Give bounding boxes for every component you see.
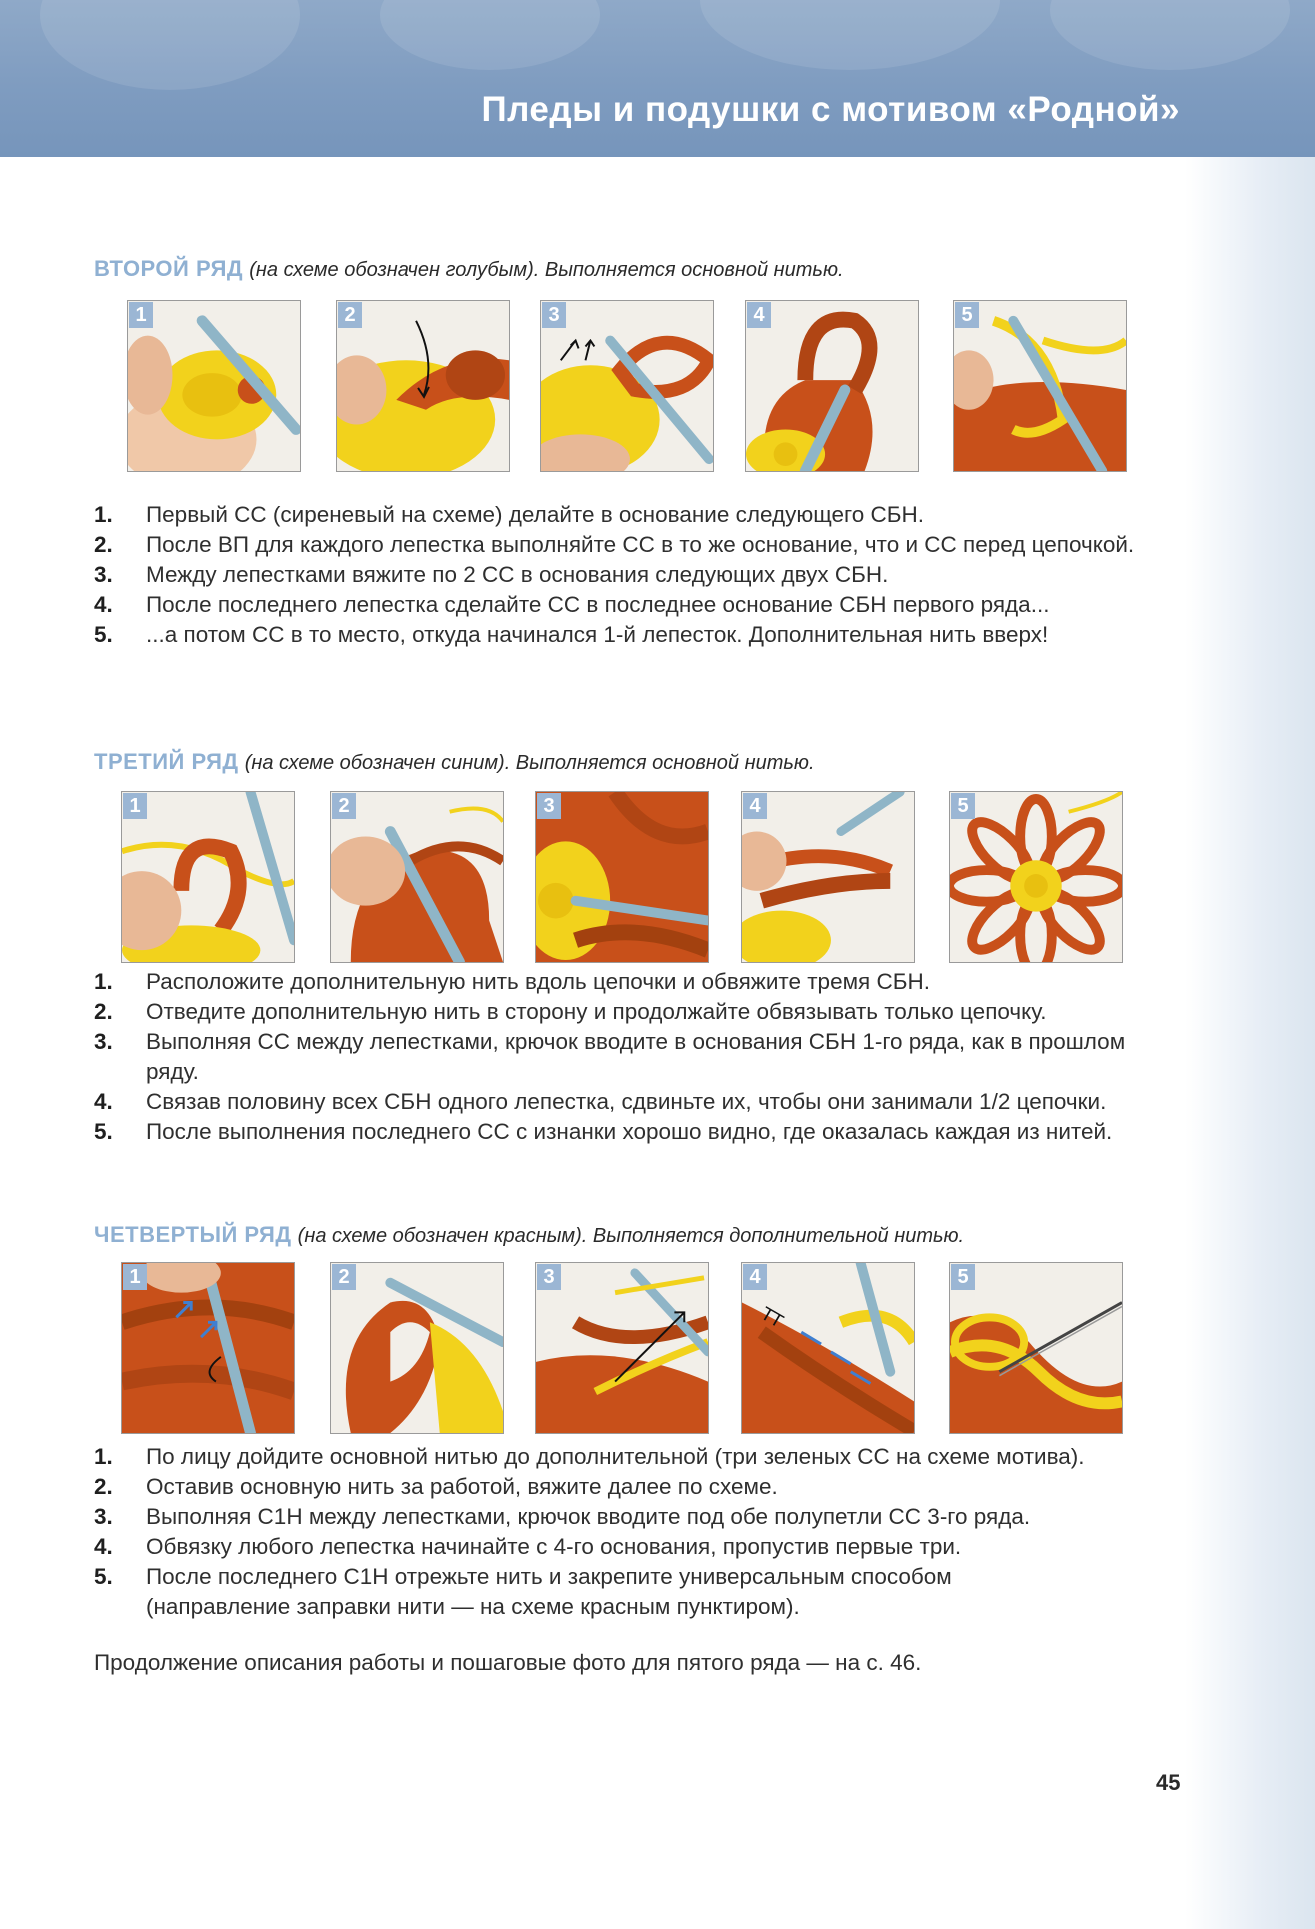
step-number: 2. bbox=[94, 1474, 113, 1499]
step-item bbox=[94, 620, 1194, 650]
step-number-badge: 2 bbox=[332, 1264, 356, 1290]
step-photo bbox=[330, 791, 504, 963]
step-number-badge: 4 bbox=[747, 302, 771, 328]
step-number: 4. bbox=[94, 592, 113, 617]
step-item bbox=[94, 1117, 1214, 1147]
step-number: 2. bbox=[94, 999, 113, 1024]
step-text: ...а потом СС в то место, откуда начинался 1-й лепесток. Дополнительная нить вверх! bbox=[146, 622, 1049, 647]
section-description: (на схеме обозначен голубым). Выполняется основной нитью. bbox=[249, 259, 844, 281]
step-text: После выполнения последнего СС с изнанки хорошо видно, где оказалась каждая из нитей. bbox=[146, 1119, 1113, 1144]
step-photo bbox=[330, 1262, 504, 1434]
section-description: (на схеме обозначен красным). Выполняется дополнительной нитью. bbox=[297, 1225, 965, 1247]
header-decoration bbox=[380, 0, 600, 70]
step-item bbox=[94, 1087, 1214, 1117]
step-number-badge: 3 bbox=[537, 1264, 561, 1290]
header-decoration bbox=[1050, 0, 1290, 70]
step-text: После ВП для каждого лепестка выполняйте СС в то же основание, что и СС перед цепочкой. bbox=[146, 532, 1135, 557]
step-number: 5. bbox=[94, 1119, 113, 1144]
step-photo bbox=[949, 1262, 1123, 1434]
step-number: 4. bbox=[94, 1089, 113, 1114]
step-number-badge: 3 bbox=[542, 302, 566, 328]
step-number: 3. bbox=[94, 1504, 113, 1529]
page-title: Пледы и подушки с мотивом «Родной» bbox=[481, 90, 1180, 129]
page-side-gradient bbox=[1185, 0, 1315, 1929]
step-item bbox=[94, 1472, 1194, 1502]
step-number: 3. bbox=[94, 562, 113, 587]
section-name: ЧЕТВЕРТЫЙ РЯД bbox=[94, 1222, 292, 1247]
step-number: 5. bbox=[94, 622, 113, 647]
page-number: 45 bbox=[1156, 1770, 1181, 1795]
step-text: Выполняя СС между лепестками, крючок вводите в основания СБН 1-го ряда, как в прошлом ряду. bbox=[146, 1029, 1126, 1084]
step-number: 1. bbox=[94, 969, 113, 994]
step-number-badge: 5 bbox=[951, 1264, 975, 1290]
step-text: Связав половину всех СБН одного лепестка, сдвиньте их, чтобы они занимали 1/2 цепочки. bbox=[146, 1089, 1107, 1114]
step-photo bbox=[535, 791, 709, 963]
step-photo bbox=[127, 300, 301, 472]
steps-list-row-4 bbox=[94, 1442, 1194, 1622]
step-photo bbox=[953, 300, 1127, 472]
steps-list-row-3 bbox=[94, 967, 1214, 1147]
step-number-badge: 2 bbox=[332, 793, 356, 819]
continuation-note: Продолжение описания работы и пошаговые фото для пятого ряда — на с. 46. bbox=[94, 1650, 922, 1675]
step-text: После последнего С1Н отрежьте нить и закрепите универсальным способом (направление заправки нити — на схеме красным пунктиром). bbox=[146, 1564, 952, 1619]
step-text: После последнего лепестка сделайте СС в последнее основание СБН первого ряда... bbox=[146, 592, 1050, 617]
step-item bbox=[94, 530, 1146, 560]
steps-list-row-2 bbox=[94, 500, 1194, 650]
step-item bbox=[94, 997, 1214, 1027]
page-header bbox=[0, 0, 1315, 157]
step-item bbox=[94, 1027, 1126, 1087]
step-photo bbox=[336, 300, 510, 472]
step-photo bbox=[535, 1262, 709, 1434]
step-photo bbox=[741, 791, 915, 963]
step-photo bbox=[121, 1262, 295, 1434]
step-number-badge: 4 bbox=[743, 793, 767, 819]
step-item bbox=[94, 967, 1214, 997]
step-item bbox=[94, 1532, 1194, 1562]
step-item bbox=[94, 1562, 1086, 1622]
step-text: Первый СС (сиреневый на схеме) делайте в основание следующего СБН. bbox=[146, 502, 925, 527]
step-number: 1. bbox=[94, 1444, 113, 1469]
step-text: Отведите дополнительную нить в сторону и продолжайте обвязывать только цепочку. bbox=[146, 999, 1047, 1024]
section-description: (на схеме обозначен синим). Выполняется основной нитью. bbox=[244, 752, 815, 774]
step-photo bbox=[540, 300, 714, 472]
step-number: 5. bbox=[94, 1564, 113, 1589]
step-number-badge: 5 bbox=[955, 302, 979, 328]
step-item bbox=[94, 590, 1194, 620]
step-number: 3. bbox=[94, 1029, 113, 1054]
step-text: Обвязку любого лепестка начинайте с 4-го основания, пропустив первые три. bbox=[146, 1534, 962, 1559]
step-number-badge: 3 bbox=[537, 793, 561, 819]
step-text: Расположите дополнительную нить вдоль цепочки и обвяжите тремя СБН. bbox=[146, 969, 930, 994]
step-number-badge: 1 bbox=[129, 302, 153, 328]
step-number-badge: 4 bbox=[743, 1264, 767, 1290]
step-text: По лицу дойдите основной нитью до дополнительной (три зеленых СС на схеме мотива). bbox=[146, 1444, 1085, 1469]
section-title-row-3 bbox=[94, 749, 815, 775]
section-title-row-4 bbox=[94, 1222, 964, 1248]
step-text: Между лепестками вяжите по 2 СС в основания следующих двух СБН. bbox=[146, 562, 889, 587]
svg-text:TT: TT bbox=[757, 1303, 787, 1333]
step-number: 2. bbox=[94, 532, 113, 557]
step-item bbox=[94, 560, 1194, 590]
section-name: ВТОРОЙ РЯД bbox=[94, 256, 244, 281]
step-number-badge: 1 bbox=[123, 1264, 147, 1290]
step-number-badge: 2 bbox=[338, 302, 362, 328]
step-item bbox=[94, 1442, 1194, 1472]
step-number: 1. bbox=[94, 502, 113, 527]
step-number-badge: 1 bbox=[123, 793, 147, 819]
step-photo bbox=[741, 1262, 915, 1434]
step-item bbox=[94, 1502, 1194, 1532]
step-number: 4. bbox=[94, 1534, 113, 1559]
step-photo bbox=[949, 791, 1123, 963]
step-text: Оставив основную нить за работой, вяжите далее по схеме. bbox=[146, 1474, 778, 1499]
step-item bbox=[94, 500, 1194, 530]
step-number-badge: 5 bbox=[951, 793, 975, 819]
section-title-row-2 bbox=[94, 256, 844, 282]
step-text: Выполняя С1Н между лепестками, крючок вводите под обе полупетли СС 3-го ряда. bbox=[146, 1504, 1031, 1529]
section-name: ТРЕТИЙ РЯД bbox=[94, 749, 239, 774]
header-decoration bbox=[40, 0, 300, 90]
step-photo bbox=[121, 791, 295, 963]
step-photo bbox=[745, 300, 919, 472]
header-decoration bbox=[700, 0, 1000, 70]
